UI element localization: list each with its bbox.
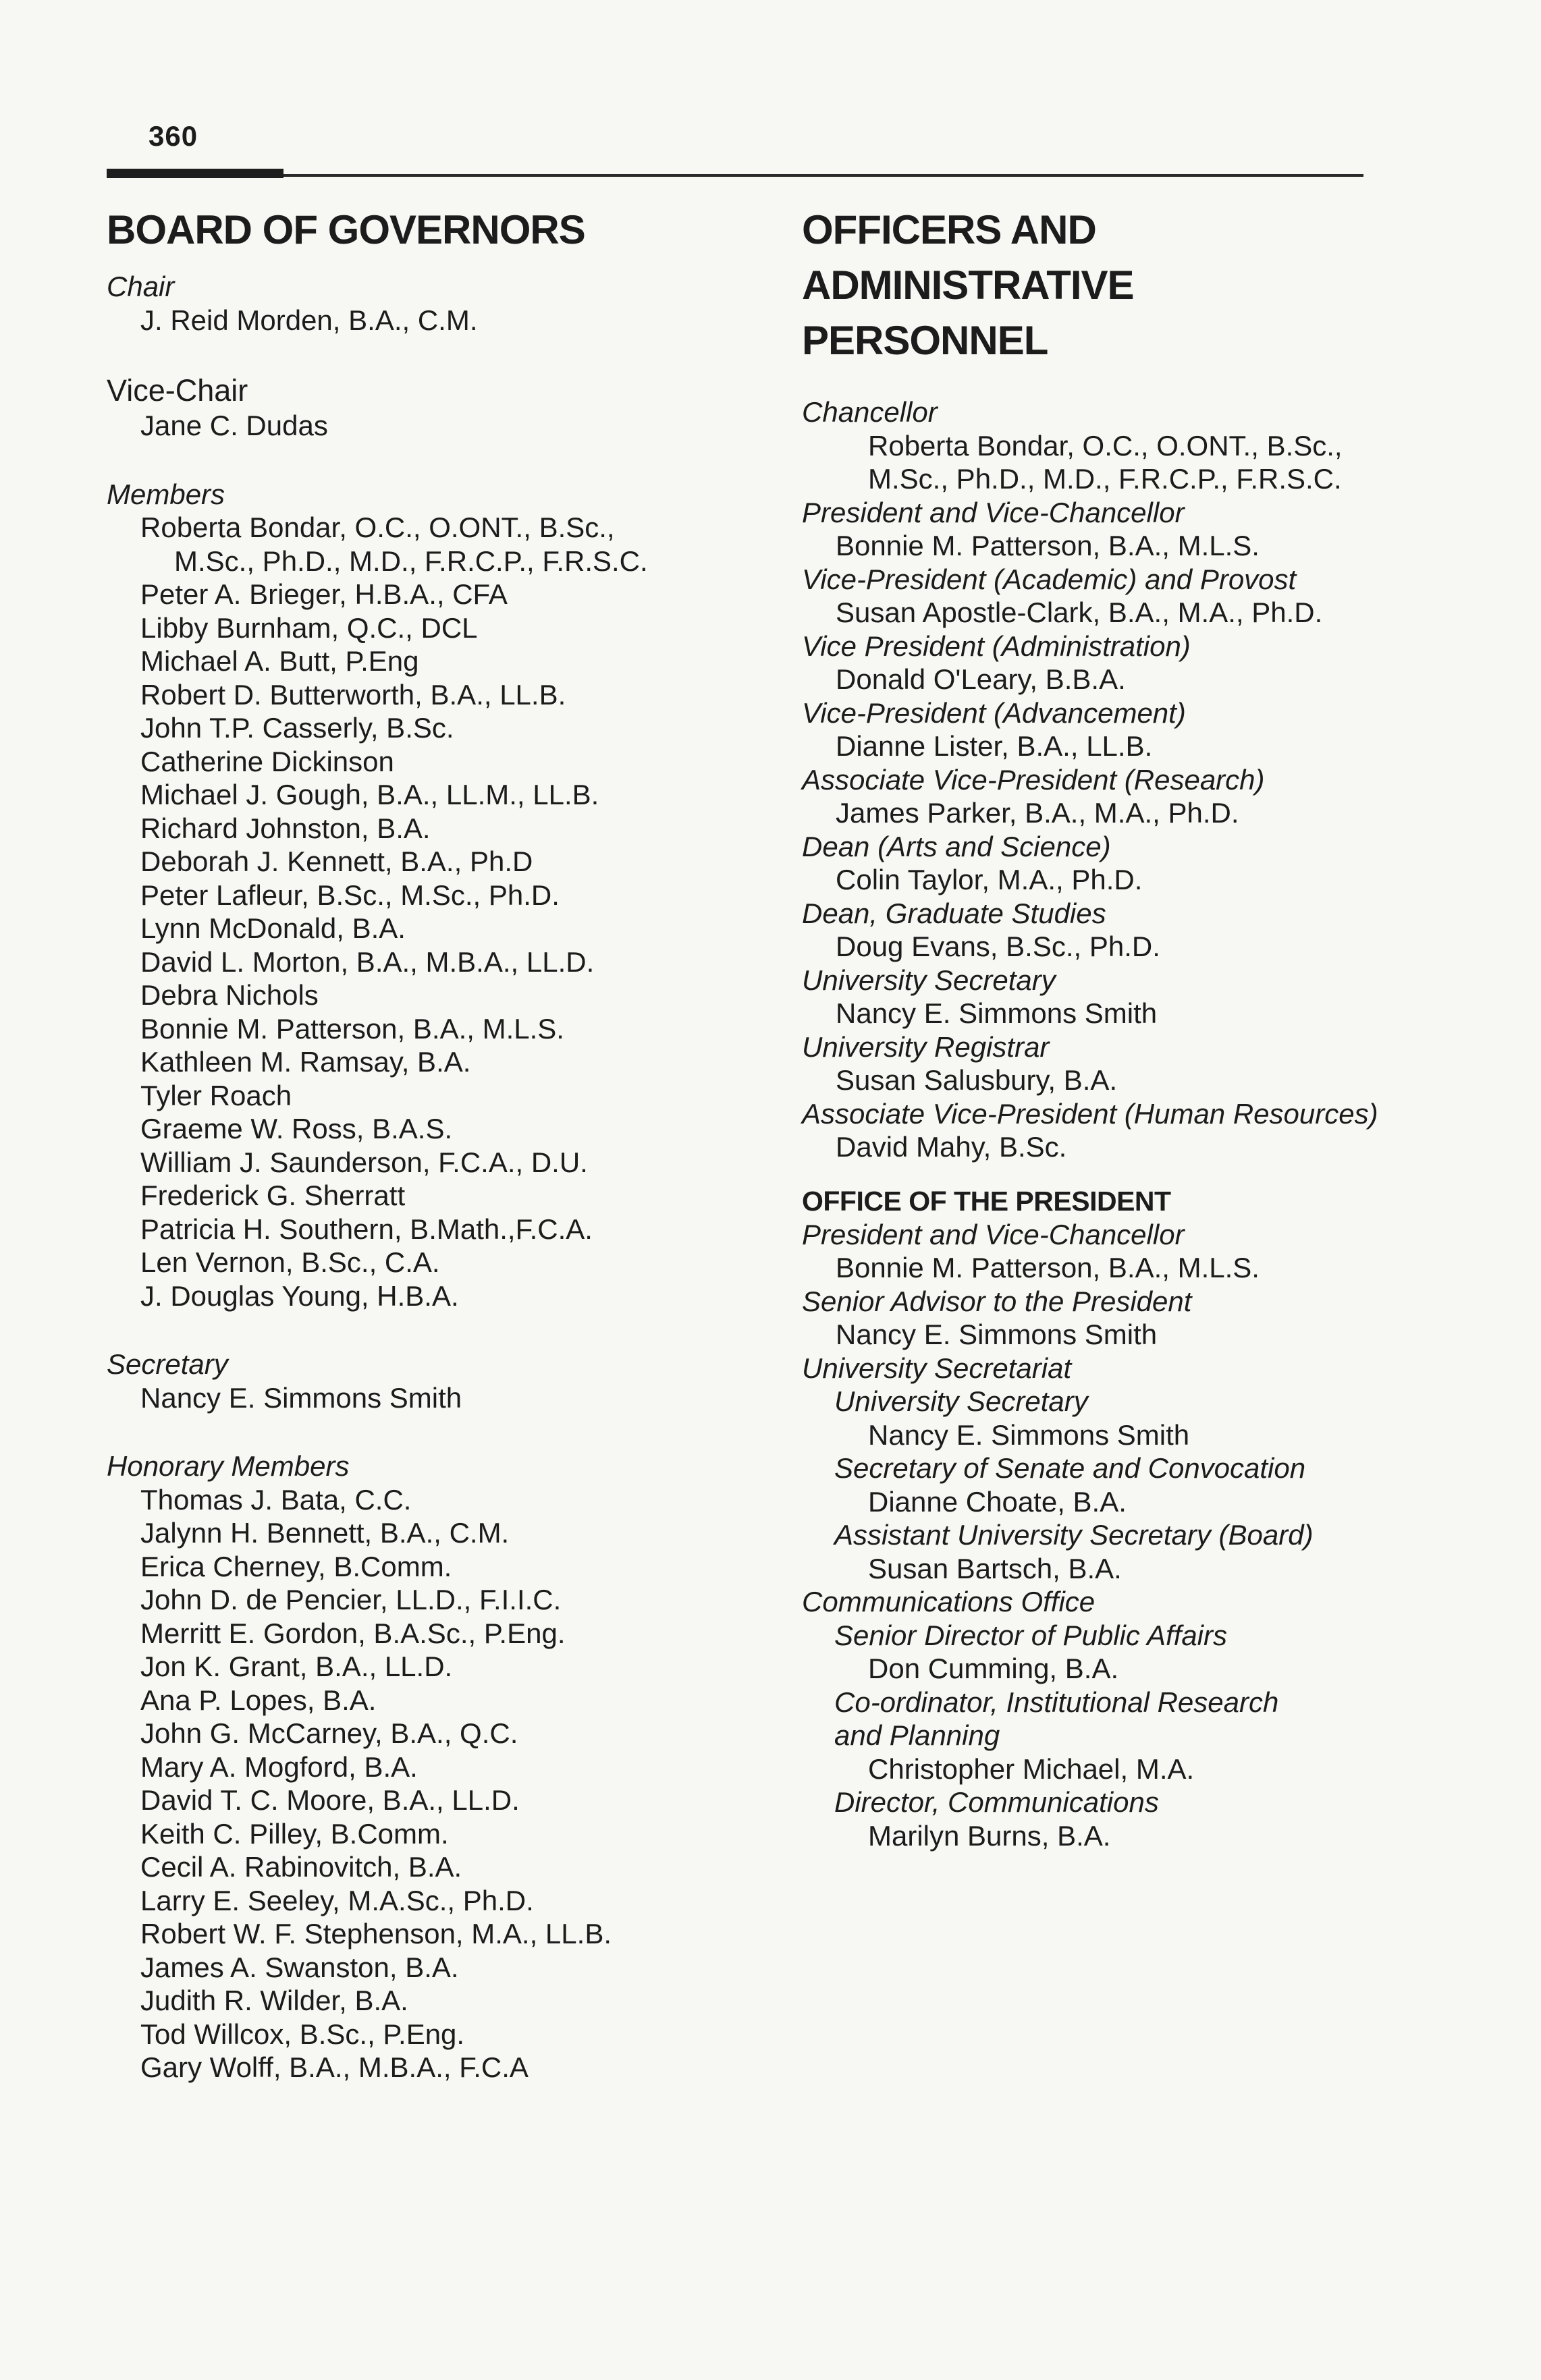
honorary-members-group: [107, 1449, 755, 2084]
officers-title-line: PERSONNEL: [802, 318, 1048, 363]
position-title: President and Vice-Chancellor: [802, 496, 1185, 528]
member-name: Len Vernon, B.Sc., C.A.: [140, 1246, 440, 1278]
position-title: Co-ordinator, Institutional Research: [834, 1686, 1279, 1718]
officer-name: Dianne Lister, B.A., LL.B.: [836, 730, 1153, 762]
unit-title: University Secretariat: [802, 1352, 1072, 1384]
member-name: Michael J. Gough, B.A., LL.M., LL.B.: [140, 779, 599, 810]
member-name: Kathleen M. Ramsay, B.A.: [140, 1046, 471, 1078]
member-name: Deborah J. Kennett, B.A., Ph.D: [140, 846, 533, 877]
board-of-governors-column: [107, 202, 755, 2084]
officer-name: Susan Apostle-Clark, B.A., M.A., Ph.D.: [836, 597, 1323, 628]
unit-title: Communications Office: [802, 1586, 1096, 1617]
vice-chair-group: [107, 372, 755, 443]
officer-name: Susan Bartsch, B.A.: [868, 1552, 1122, 1584]
member-name: Tyler Roach: [140, 1079, 292, 1111]
position-title: Vice President (Administration): [802, 630, 1191, 662]
honorary-member-name: Gary Wolff, B.A., M.B.A., F.C.A: [140, 2051, 529, 2083]
member-name: Roberta Bondar, O.C., O.ONT., B.Sc.,: [140, 511, 615, 543]
honorary-member-name: Thomas J. Bata, C.C.: [140, 1483, 412, 1516]
header-rule: [107, 174, 1363, 177]
position-title: University Secretary: [802, 964, 1056, 996]
officer-name: Don Cumming, B.A.: [868, 1653, 1119, 1684]
member-name: John T.P. Casserly, B.Sc.: [140, 712, 454, 744]
position-title: Senior Advisor to the President: [802, 1285, 1192, 1317]
officer-name: Doug Evans, B.Sc., Ph.D.: [836, 931, 1160, 962]
honorary-member-name: Ana P. Lopes, B.A.: [140, 1684, 377, 1716]
position-title: Secretary of Senate and Convocation: [834, 1452, 1306, 1484]
honorary-member-name: Jalynn H. Bennett, B.A., C.M.: [140, 1517, 510, 1549]
member-name: Richard Johnston, B.A.: [140, 812, 431, 844]
position-title: Senior Director of Public Affairs: [834, 1619, 1227, 1651]
vice-chair-name: Jane C. Dudas: [140, 410, 328, 441]
officers-title: [802, 202, 1396, 368]
honorary-member-name: Erica Cherney, B.Comm.: [140, 1550, 452, 1582]
vice-chair-label: Vice-Chair: [107, 373, 248, 408]
member-name: Libby Burnham, Q.C., DCL: [140, 611, 478, 644]
members-group: [107, 478, 755, 1313]
honorary-member-name: Cecil A. Rabinovitch, B.A.: [140, 1851, 462, 1883]
position-title: Vice-President (Academic) and Provost: [802, 563, 1297, 595]
member-name: Peter Lafleur, B.Sc., M.Sc., Ph.D.: [140, 879, 560, 911]
honorary-member-name: Keith C. Pilley, B.Comm.: [140, 1817, 449, 1850]
member-name: Lynn McDonald, B.A.: [140, 912, 406, 944]
officer-name: David Mahy, B.Sc.: [836, 1131, 1067, 1163]
officer-name: Nancy E. Simmons Smith: [836, 997, 1158, 1029]
officer-name: Susan Salusbury, B.A.: [836, 1064, 1118, 1096]
chancellor-name-continued: M.Sc., Ph.D., M.D., F.R.C.P., F.R.S.C.: [868, 463, 1342, 495]
position-title: President and Vice-Chancellor: [802, 1218, 1185, 1250]
officers-title-line: ADMINISTRATIVE: [802, 262, 1134, 308]
chair-name: J. Reid Morden, B.A., C.M.: [140, 304, 478, 336]
position-title: Dean (Arts and Science): [802, 830, 1111, 862]
member-name: J. Douglas Young, H.B.A.: [140, 1279, 459, 1312]
officer-name: Bonnie M. Patterson, B.A., M.L.S.: [836, 530, 1260, 561]
position-title: University Registrar: [802, 1030, 1050, 1063]
secretary-name: Nancy E. Simmons Smith: [140, 1381, 462, 1414]
member-name: Michael A. Butt, P.Eng: [140, 645, 419, 677]
position-title: Associate Vice-President (Research): [802, 763, 1265, 796]
officer-name: Donald O'Leary, B.B.A.: [836, 663, 1126, 695]
honorary-member-name: John G. McCarney, B.A., Q.C.: [140, 1717, 518, 1749]
officers-column: [802, 202, 1396, 1852]
chancellor-label: Chancellor: [802, 396, 938, 428]
honorary-member-name: Robert W. F. Stephenson, M.A., LL.B.: [140, 1918, 612, 1949]
officer-name: Christopher Michael, M.A.: [868, 1752, 1195, 1785]
office-of-the-president: [802, 1184, 1396, 1853]
member-name: Graeme W. Ross, B.A.S.: [140, 1113, 453, 1144]
member-name: Catherine Dickinson: [140, 745, 394, 777]
officer-name: Nancy E. Simmons Smith: [868, 1418, 1190, 1451]
member-name: Frederick G. Sherratt: [140, 1180, 406, 1211]
officer-name: Marilyn Burns, B.A.: [868, 1819, 1111, 1852]
honorary-member-name: James A. Swanston, B.A.: [140, 1951, 459, 1983]
officer-name: Dianne Choate, B.A.: [868, 1485, 1127, 1518]
honorary-member-name: Larry E. Seeley, M.A.Sc., Ph.D.: [140, 1884, 534, 1916]
position-title: University Secretary: [834, 1385, 1088, 1417]
member-name: Robert D. Butterworth, B.A., LL.B.: [140, 678, 566, 711]
position-title: Director, Communications: [834, 1786, 1159, 1818]
officer-name: Colin Taylor, M.A., Ph.D.: [836, 864, 1143, 895]
honorary-members-label: Honorary Members: [107, 1450, 350, 1482]
member-name: Patricia H. Southern, B.Math.,F.C.A.: [140, 1213, 593, 1245]
honorary-member-name: Mary A. Mogford, B.A.: [140, 1750, 418, 1783]
position-title: Vice-President (Advancement): [802, 696, 1186, 729]
member-name: Peter A. Brieger, H.B.A., CFA: [140, 578, 508, 610]
secretary-group: [107, 1348, 755, 1414]
chair-group: [107, 270, 755, 337]
member-name: Debra Nichols: [140, 979, 319, 1011]
member-name: William J. Saunderson, F.C.A., D.U.: [140, 1146, 588, 1178]
honorary-member-name: Jon K. Grant, B.A., LL.D.: [140, 1651, 453, 1682]
honorary-member-name: Tod Willcox, B.Sc., P.Eng.: [140, 2018, 465, 2050]
board-title: BOARD OF GOVERNORS: [107, 207, 585, 252]
honorary-member-name: Merritt E. Gordon, B.A.Sc., P.Eng.: [140, 1617, 566, 1649]
honorary-member-name: Judith R. Wilder, B.A.: [140, 1985, 408, 2016]
member-name-continued: M.Sc., Ph.D., M.D., F.R.C.P., F.R.S.C.: [174, 545, 648, 577]
position-title: Associate Vice-President (Human Resources): [802, 1097, 1378, 1130]
page-number: 360: [148, 120, 198, 152]
officer-name: Nancy E. Simmons Smith: [836, 1319, 1158, 1350]
chancellor-name: Roberta Bondar, O.C., O.ONT., B.Sc.,: [868, 429, 1343, 462]
office-of-president-title: OFFICE OF THE PRESIDENT: [802, 1185, 1171, 1217]
chair-label: Chair: [107, 271, 175, 302]
position-title: Assistant University Secretary (Board): [834, 1519, 1314, 1551]
officers-title-line: OFFICERS AND: [802, 207, 1096, 252]
honorary-member-name: John D. de Pencier, LL.D., F.I.I.C.: [140, 1584, 562, 1615]
position-title: Dean, Graduate Studies: [802, 897, 1106, 929]
members-label: Members: [107, 478, 225, 510]
honorary-member-name: David T. C. Moore, B.A., LL.D.: [140, 1784, 520, 1816]
member-name: David L. Morton, B.A., M.B.A., LL.D.: [140, 945, 595, 978]
officer-name: James Parker, B.A., M.A., Ph.D.: [836, 797, 1239, 829]
header-rule-accent: [107, 169, 283, 178]
officer-name: Bonnie M. Patterson, B.A., M.L.S.: [836, 1252, 1260, 1283]
member-name: Bonnie M. Patterson, B.A., M.L.S.: [140, 1012, 564, 1045]
position-title-continued: and Planning: [834, 1719, 1000, 1751]
secretary-label: Secretary: [107, 1348, 228, 1380]
